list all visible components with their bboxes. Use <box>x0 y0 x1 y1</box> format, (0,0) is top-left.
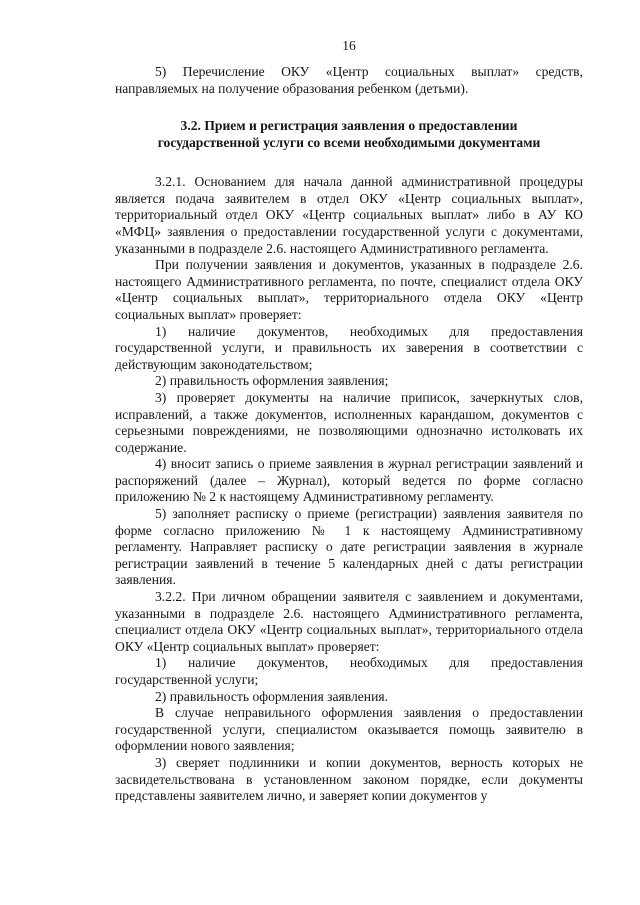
section-heading-3-2 <box>115 117 583 151</box>
paragraph-3-2-1: 3.2.1. Основанием для начала данной административной процедуры является подача заявителем в отдел ОКУ «Центр социальных выплат», территориальный отдел ОКУ «Центр социальных выплат» либо в АУ КО «МФЦ» заявления о предоставлении государственной услуги с документами, указанными в подразделе 2.6. настоящего Административного регламента. <box>115 174 583 256</box>
section-heading-line-2: государственной услуги со всеми необходимыми документами <box>157 135 541 151</box>
check-item-2-application-form: 2) правильность оформления заявления; <box>155 373 389 389</box>
personal-check-item-2: 2) правильность оформления заявления. <box>155 688 389 704</box>
check-item-5-receipt: 5) заполняет расписку о приеме (регистрации) заявления заявителя по форме согласно приложению № 1 к настоящему Административному регламенту. Направляет расписку о дате регистрации заявления в журнале регистрации заявлений в течение 5 календарных дней с даты регистрации заявления. <box>115 506 583 588</box>
list-item-5-transfer-of-funds: 5) Перечисление ОКУ «Центр социальных выплат» средств, направляемых на получение образования ребенком (детьми). <box>115 64 583 96</box>
paragraph-incorrect-form: В случае неправильного оформления заявления о предоставлении государственной услуги, специалистом оказывается помощь заявителю в оформлении нового заявления; <box>115 705 583 754</box>
section-heading-line-1: 3.2. Прием и регистрация заявления о предоставлении <box>180 118 518 134</box>
document-page <box>115 38 583 805</box>
paragraph-3-2-2: 3.2.2. При личном обращении заявителя с заявлением и документами, указанными в подразделе 2.6. настоящего Административного регламента, специалист отдела ОКУ «Центр социальных выплат», территориального отдела ОКУ «Центр социальных выплат» проверяет: <box>115 589 583 654</box>
personal-check-item-1: 1) наличие документов, необходимых для предоставления государственной услуги; <box>115 655 583 687</box>
personal-check-item-3: 3) сверяет подлинники и копии документов, верность которых не засвидетельствована в установленном законом порядке, если документы представлены заявителем лично, и заверяет копии документов у <box>115 754 583 804</box>
paragraph-mail-receipt: При получении заявления и документов, указанных в подразделе 2.6. настоящего Административного регламента, по почте, специалист отдела ОКУ «Центр социальных выплат», территориального отдела ОКУ «Центр социальных выплат» проверяет: <box>115 257 583 322</box>
check-item-3-corrections: 3) проверяет документы на наличие приписок, зачеркнутых слов, исправлений, а также документов, исполненных карандашом, документов с серьезными повреждениями, не позволяющими однозначно истолковать их содержание. <box>115 389 583 455</box>
check-item-1-documents: 1) наличие документов, необходимых для предоставления государственной услуги, и правильность их заверения в соответствии с действующим законодательством; <box>115 323 583 372</box>
page-number: 16 <box>342 38 356 53</box>
check-item-4-journal-entry: 4) вносит запись о приеме заявления в журнал регистрации заявлений и распоряжений (далее – Журнал), который ведется по форме согласно приложению № 2 к настоящему Административному регламенту. <box>115 456 583 505</box>
